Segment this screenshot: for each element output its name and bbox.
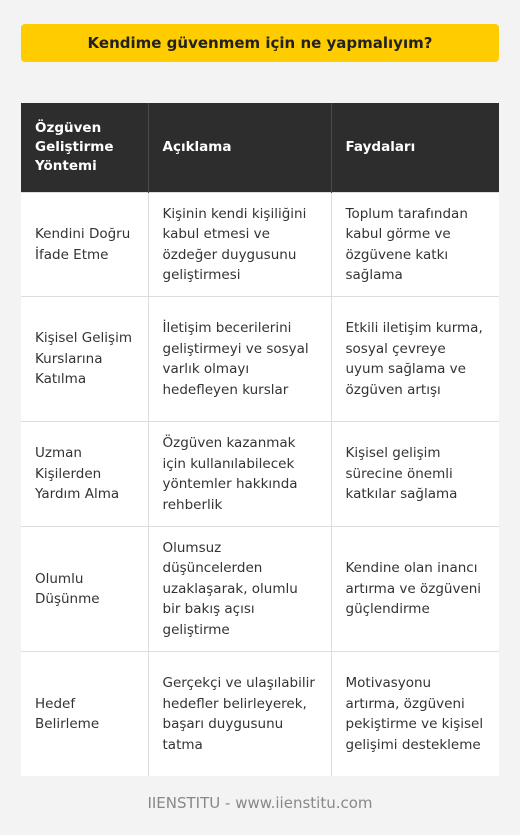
method-cell: Olumlu Düşünme: [21, 527, 148, 652]
method-cell: Kendini Doğru İfade Etme: [21, 193, 148, 297]
benefits-cell: Toplum tarafından kabul görme ve özgüvene katkı sağlama: [331, 193, 499, 297]
table-row: [21, 652, 499, 777]
description-cell: Olumsuz düşüncelerden uzaklaşarak, olumlu bir bakış açısı geliştirme: [148, 527, 331, 652]
page-title: Kendime güvenmem için ne yapmalıyım?: [21, 24, 499, 62]
benefits-cell: Motivasyonu artırma, özgüveni pekiştirme ve kişisel gelişimi destekleme: [331, 652, 499, 777]
method-cell: Hedef Belirleme: [21, 652, 148, 777]
benefits-cell: Kişisel gelişim sürecine önemli katkılar sağlama: [331, 422, 499, 527]
footer-credit: IIENSTITU - www.iienstitu.com: [147, 794, 373, 812]
table-header-row: [21, 103, 499, 193]
self-confidence-methods-table: [21, 103, 499, 776]
method-cell: Uzman Kişilerden Yardım Alma: [21, 422, 148, 527]
description-cell: Kişinin kendi kişiliğini kabul etmesi ve özdeğer duygusunu geliştirmesi: [148, 193, 331, 297]
benefits-cell: Kendine olan inancı artırma ve özgüveni güçlendirme: [331, 527, 499, 652]
header-benefits: Faydaları: [331, 103, 499, 193]
header-method: Özgüven Geliştirme Yöntemi: [21, 103, 148, 193]
table-row: [21, 297, 499, 422]
method-cell: Kişisel Gelişim Kurslarına Katılma: [21, 297, 148, 422]
table-row: [21, 422, 499, 527]
header-description: Açıklama: [148, 103, 331, 193]
table-row: [21, 193, 499, 297]
table-row: [21, 527, 499, 652]
description-cell: Gerçekçi ve ulaşılabilir hedefler belirleyerek, başarı duygusunu tatma: [148, 652, 331, 777]
description-cell: Özgüven kazanmak için kullanılabilecek yöntemler hakkında rehberlik: [148, 422, 331, 527]
description-cell: İletişim becerilerini geliştirmeyi ve sosyal varlık olmayı hedefleyen kurslar: [148, 297, 331, 422]
benefits-cell: Etkili iletişim kurma, sosyal çevreye uyum sağlama ve özgüven artışı: [331, 297, 499, 422]
